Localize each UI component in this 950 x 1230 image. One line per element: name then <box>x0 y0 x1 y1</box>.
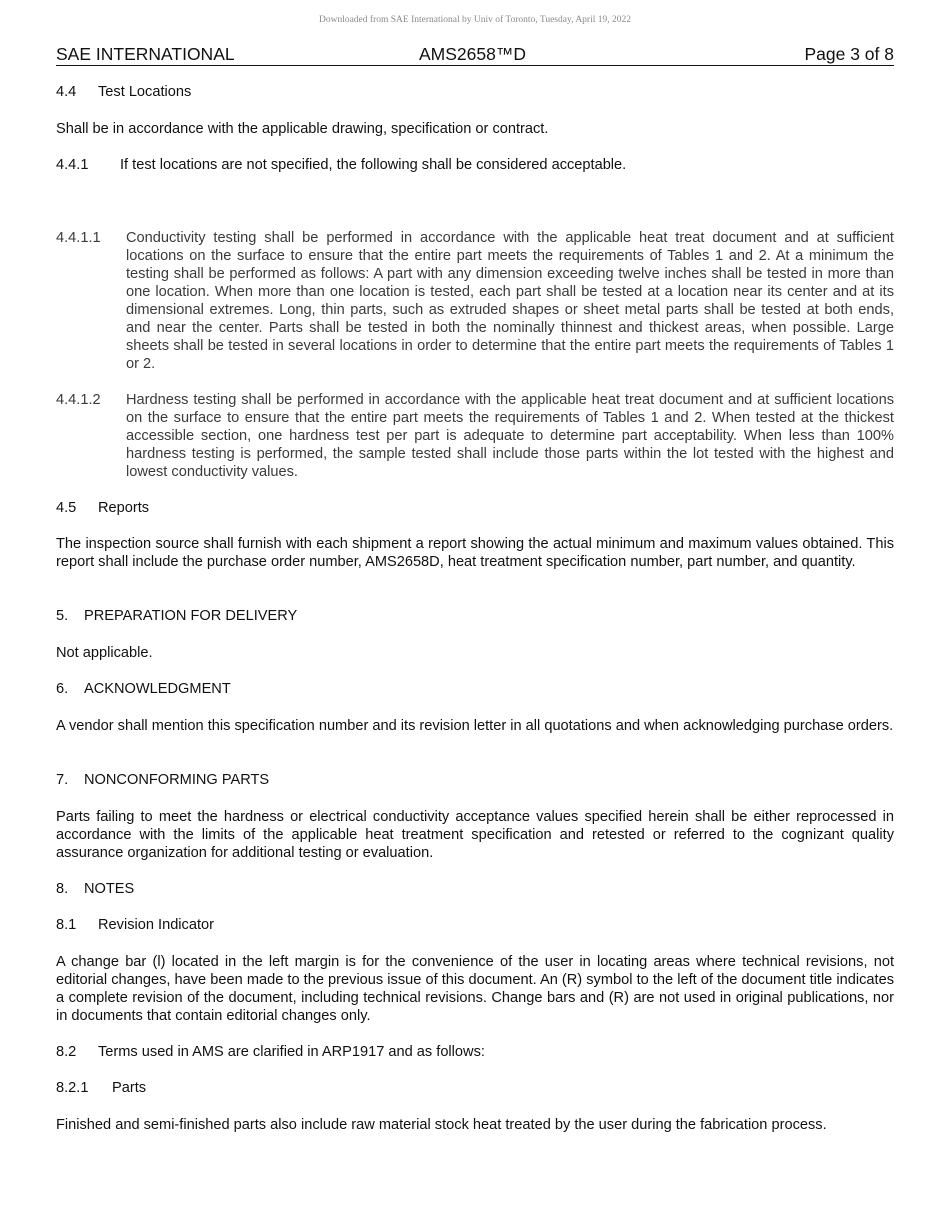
paragraph-6: A vendor shall mention this specification number and its revision letter in all quotations and when acknowledging purchase orders. <box>56 718 894 734</box>
section-heading-7 <box>56 771 894 789</box>
paragraph-text: If test locations are not specified, the following shall be considered acceptable. <box>120 157 627 173</box>
section-number: 4.5 <box>56 500 77 516</box>
paragraph-5: Not applicable. <box>56 645 153 661</box>
header-doc-number: AMS2658™D <box>419 44 526 64</box>
paragraph-text: Hardness testing shall be performed in accordance with the applicable heat treat document and at sufficient locations on the surface to ensure that the entire part meets the requirements of Tables 1 and 2. When tested at the thickest accessible section, one hardness test per part is adequate to determine part acceptability. When less than 100% hardness testing is performed, the sample tested shall include those parts within the lot tested with the highest and lowest conductivity values. <box>126 392 894 480</box>
section-number: 5. <box>56 608 69 624</box>
paragraph-7: Parts failing to meet the hardness or electrical conductivity acceptance values specified herein shall be either reprocessed in accordance with the limits of the applicable heat treatment specification and retested or referred to the cognizant quality assurance organization for additional testing or evaluation. <box>56 809 894 861</box>
paragraph-4-4-1 <box>56 156 894 174</box>
page-header <box>56 44 894 66</box>
section-number: 8.2.1 <box>56 1080 89 1096</box>
section-heading-4-5 <box>56 499 894 517</box>
section-number: 8. <box>56 881 69 897</box>
paragraph-4-4-1-2 <box>56 391 894 481</box>
section-title: NONCONFORMING PARTS <box>84 772 270 788</box>
section-heading-8-1 <box>56 916 894 934</box>
section-number: 4.4.1.2 <box>56 392 101 408</box>
section-number: 4.4.1.1 <box>56 230 101 246</box>
section-title: PREPARATION FOR DELIVERY <box>84 608 298 624</box>
section-number: 8.1 <box>56 917 77 933</box>
section-heading-4-4 <box>56 83 894 101</box>
download-watermark: Downloaded from SAE International by Univ of Toronto, Tuesday, April 19, 2022 <box>318 15 631 25</box>
paragraph-4-5: The inspection source shall furnish with each shipment a report showing the actual minimum and maximum values obtained. This report shall include the purchase order number, AMS2658D, heat treatment specification number, part number, and quantity. <box>56 536 894 570</box>
section-title: Terms used in AMS are clarified in ARP1917 and as follows: <box>98 1044 485 1060</box>
section-title: ACKNOWLEDGMENT <box>84 681 231 697</box>
section-number: 8.2 <box>56 1044 77 1060</box>
section-title: Parts <box>112 1080 147 1096</box>
header-page-number: Page 3 of 8 <box>804 44 894 64</box>
section-title: Test Locations <box>98 84 192 100</box>
section-number: 7. <box>56 772 69 788</box>
section-number: 6. <box>56 681 69 697</box>
section-heading-8-2-1 <box>56 1079 894 1097</box>
section-heading-8 <box>56 880 894 898</box>
paragraph-4-4-1-1 <box>56 229 894 373</box>
paragraph-4-4: Shall be in accordance with the applicable drawing, specification or contract. <box>56 121 549 137</box>
paragraph-text: Conductivity testing shall be performed in accordance with the applicable heat treat document and at sufficient locations on the surface to ensure that the entire part meets the requirements of Tables 1 and 2. At a minimum the testing shall be performed as follows: A part with any dimension exceeding twelve inches shall be tested in more than one location. When more than one location is tested, each part shall be tested at a location near its center and at its dimensional extremes. Long, thin parts, such as extruded shapes or sheet metal parts shall be tested at both ends, and near the center. Parts shall be tested in both the nominally thinnest and thickest areas, when possible. Large sheets shall be tested in several locations in order to determine that the entire part meets the requirements of Tables 1 or 2. <box>126 230 894 372</box>
section-number: 4.4.1 <box>56 157 89 173</box>
section-title: NOTES <box>84 881 135 897</box>
section-title: Reports <box>98 500 150 516</box>
section-title: Revision Indicator <box>98 917 214 933</box>
section-heading-8-2 <box>56 1043 894 1061</box>
section-heading-5 <box>56 607 894 625</box>
paragraph-8-1: A change bar (l) located in the left margin is for the convenience of the user in locating areas where technical revisions, not editorial changes, have been made to the previous issue of this document. An (R) symbol to the left of the document title indicates a complete revision of the document, including technical revisions. Change bars and (R) are not used in original publications, nor in documents that contain editorial changes only. <box>56 954 894 1024</box>
section-number: 4.4 <box>56 84 77 100</box>
header-org: SAE INTERNATIONAL <box>56 44 235 64</box>
paragraph-8-2-1: Finished and semi-finished parts also include raw material stock heat treated by the user during the fabrication process. <box>56 1117 827 1133</box>
section-heading-6 <box>56 680 894 698</box>
